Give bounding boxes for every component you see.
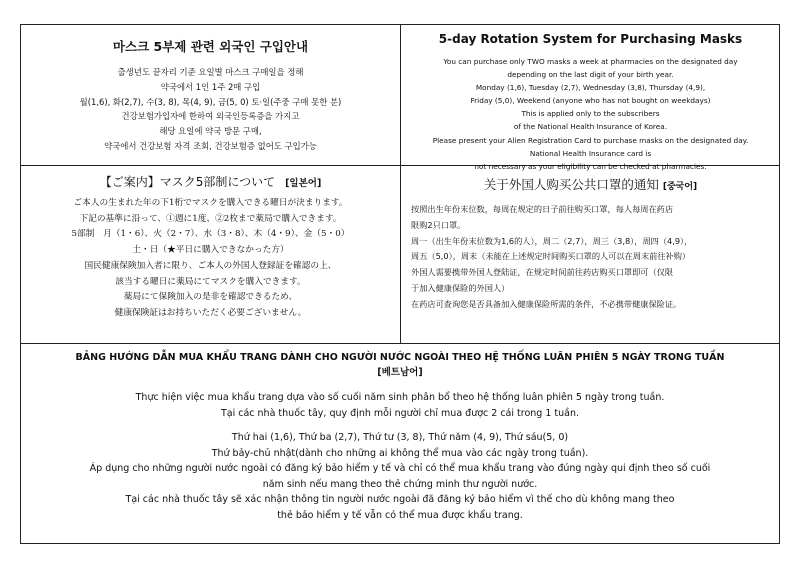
japanese-line: 健康保険証はお持ちいただく必要ございません。 [114, 307, 307, 318]
english-line: of the National Health Insurance of Korea. [513, 122, 668, 132]
chinese-line: 限购2只口罩。 [411, 219, 466, 230]
korean-line: 해당 요일에 약국 방문 구매, [159, 126, 262, 137]
chinese-line: 在药店可查询您是否具备加入健康保险所需的条件，不必携带健康保险证。 [411, 298, 682, 309]
vietnamese-body [21, 390, 779, 523]
chinese-line: 周一（出生年份末位数为1,6的人），周二（2,7），周三（3,8），周四（4,9）， [411, 235, 693, 246]
chinese-body [401, 202, 780, 313]
korean-line: 약국에서 건강보험 자격 조회, 건강보험증 없어도 구입가능 [104, 140, 317, 151]
japanese-panel [21, 166, 400, 343]
chinese-line: 外国人需要携带外国人登陆证，在规定时间前往药店购买口罩即可（仅限 [411, 267, 674, 278]
vietnamese-line: thẻ bảo hiểm y tế vẫn có thể mua được khẩu trang. [277, 509, 523, 521]
chinese-line: 于加入健康保险的外国人） [411, 282, 510, 293]
japanese-line: 薬局にて保険加入の是非を確認できるため、 [123, 292, 298, 303]
japanese-line: 下記の基準に沿って、①週に1度、②2枚まで薬局で購入できます。 [79, 213, 342, 224]
japanese-line: 国民健康保険加入者に限り、ご本人の外国人登録証を確認の上、 [84, 260, 337, 271]
vietnamese-line: Tại các nhà thuốc tây, quy định mỗi người chỉ mua được 2 cái trong 1 tuần. [220, 407, 580, 419]
english-line: Monday (1,6), Tuesday (2,7), Wednesday (3,8), Thursday (4,9), [475, 83, 706, 93]
english-line: You can purchase only TWO masks a week at pharmacies on the designated day [443, 57, 738, 66]
korean-panel [21, 25, 400, 165]
vietnamese-line: Tại các nhà thuốc tây sẽ xác nhận thông tin người nước ngoài đã đăng ký bảo hiểm vì thế cho dù không mang theo [125, 494, 675, 505]
korean-line: 월(1,6), 화(2,7), 수(3, 8), 목(4, 9), 금(5, 0) 토·일(주중 구매 못한 분) [79, 96, 342, 107]
japanese-line: 5部制 月（1・6）、火（2・7）、水（3・8）、木（4・9）、金（5・0） [71, 229, 350, 240]
vietnamese-panel [21, 344, 779, 543]
notice-frame [20, 24, 780, 544]
japanese-language-tag: [일본어] [285, 178, 322, 189]
english-line: not necessary as your eligibility can be checked at pharmacies. [474, 161, 707, 171]
english-line: depending on the last digit of your birth year. [507, 70, 674, 80]
korean-title: 마스크 5부제 관련 외국인 구입안내 [112, 39, 309, 54]
japanese-title: 【ご案内】マスク5部制について [99, 175, 276, 189]
english-line: National Health Insurance card is [529, 148, 652, 158]
korean-line: 출생년도 끝자리 기준 요일별 마스크 구매일을 정해 [117, 67, 304, 77]
vietnamese-language-tag: [베트남어] [377, 367, 423, 378]
chinese-language-tag: [중국어] [662, 182, 698, 192]
japanese-body [21, 196, 400, 322]
korean-body [21, 65, 400, 154]
chinese-panel [401, 166, 780, 343]
english-line: Friday (5,0), Weekend (anyone who has not bought on weekdays) [470, 96, 711, 106]
japanese-line: 土・日（★平日に購入できなかった方） [132, 245, 289, 256]
english-panel [401, 25, 780, 171]
chinese-line: 按照出生年份末位数，每周在规定的日子前往购买口罩，每人每周在药店 [411, 204, 674, 214]
korean-line: 건강보험가입자에 한하여 외국인등록증을 가지고 [121, 111, 300, 122]
vietnamese-line: Thứ bảy-chủ nhật(dành cho những ai không thể mua vào các ngày trong tuần). [211, 447, 589, 459]
vietnamese-line: Thứ hai (1,6), Thứ ba (2,7), Thứ tư (3, 8), Thứ năm (4, 9), Thứ sáu(5, 0) [231, 432, 569, 443]
japanese-heading [21, 173, 400, 190]
vietnamese-line: Áp dụng cho những người nước ngoài có đăng ký bảo hiểm y tế và chỉ có thể mua khẩu trang vào đúng ngày qui định theo số cuối [89, 463, 711, 474]
english-line: Please present your Alien Registration Card to purchase masks on the designated day. [432, 135, 749, 145]
chinese-title: 关于外国人购买公共口罩的通知 [483, 177, 659, 192]
english-body [401, 55, 780, 173]
vietnamese-line: năm sinh nếu mang theo thẻ chứng minh thư người nước. [262, 478, 538, 490]
english-title: 5-day Rotation System for Purchasing Masks [438, 32, 743, 46]
japanese-line: 該当する曜日に薬局にてマスクを購入できます。 [115, 276, 306, 287]
english-line: This is applied only to the subscribers [521, 109, 660, 119]
japanese-line: ご本人の生まれた年の下1桁でマスクを購入できる曜日が決まります。 [73, 198, 348, 208]
chinese-line: 周五（5,0），周末（未能在上述规定时间购买口罩的人可以在周末前往补购） [411, 251, 691, 262]
vietnamese-line: Thực hiện việc mua khẩu trang dựa vào số cuối năm sinh phân bổ theo hệ thống luân phiên 5 ngày trong tuần. [135, 392, 665, 403]
korean-line: 약국에서 1인 1주 2매 구입 [160, 81, 261, 92]
chinese-heading [401, 175, 780, 193]
vietnamese-title: BẢNG HƯỚNG DẪN MUA KHẨU TRANG DÀNH CHO NGƯỜI NƯỚC NGOÀI THEO HỆ THỐNG LUÂN PHIÊN 5 NGÀY TRONG TUẦN [75, 352, 725, 363]
